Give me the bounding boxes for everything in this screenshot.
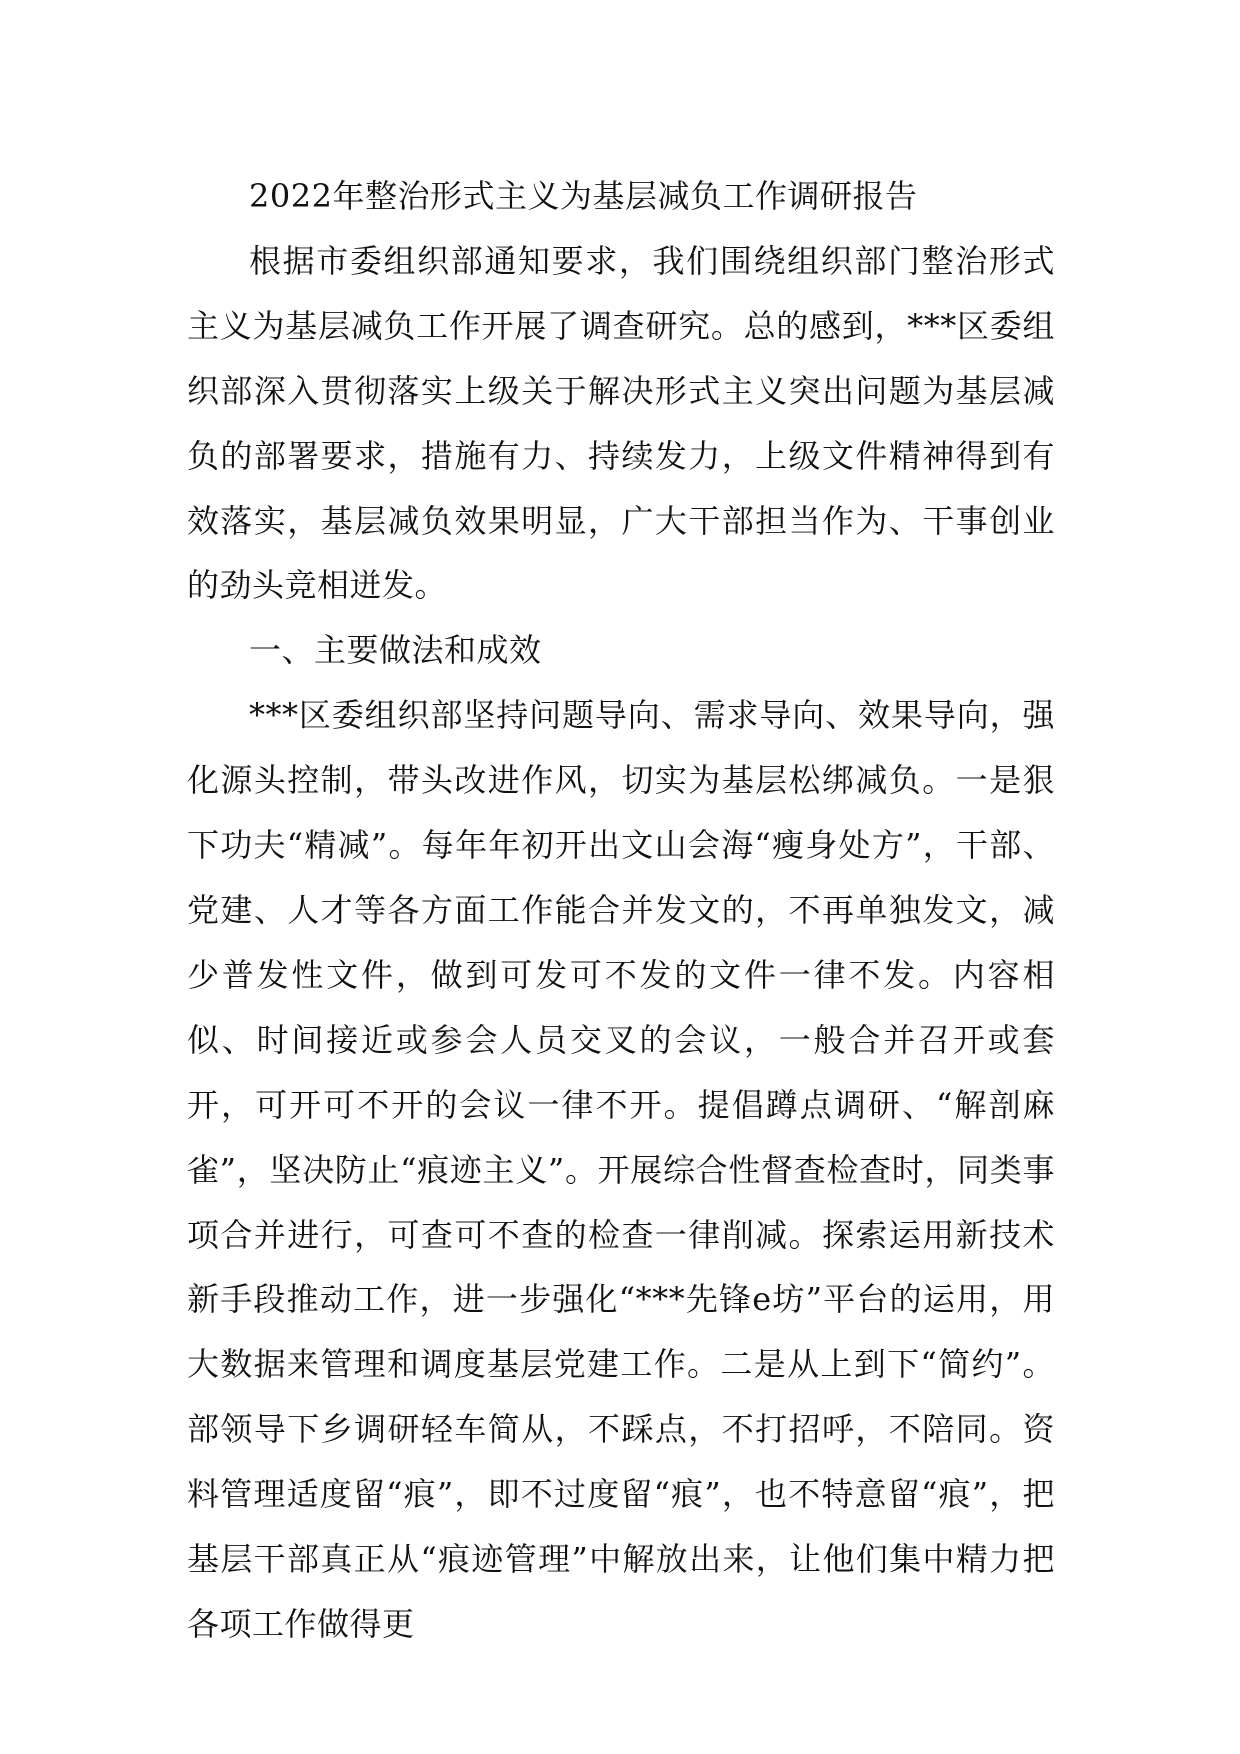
document-title: 2022年整治形式主义为基层减负工作调研报告	[249, 177, 918, 215]
section-heading: 一、主要做法和成效	[249, 631, 542, 670]
paragraph-measures: ***区委组织部坚持问题导向、需求导向、效果导向，强化源头控制，带头改进作风，切实为基层松绑减负。一是狠下功夫“精减”。每年年初开出文山会海“瘦身处方”，干部、党建、人才等各方面工作能合并发文的，不再单独发文，减少普发性文件，做到可发可不发的文件一律不发。内容相似、时间接近或参会人员交叉的会议，一般合并召开或套开，可开可不开的会议一律不开。提倡蹲点调研、“解剖麻雀”，坚决防止“痕迹主义”。开展综合性督查检查时，同类事项合并进行，可查可不查的检查一律削减。探索运用新技术新手段推动工作，进一步强化“***先锋e坊”平台的运用，用大数据来管理和调度基层党建工作。二是从上到下“简约”。部领导下乡调研轻车简从，不踩点，不打招呼，不陪同。资料管理适度留“痕”，即不过度留“痕”，也不特意留“痕”，把基层干部真正从“痕迹管理”中解放出来，让他们集中精力把各项工作做得更	[187, 696, 1055, 1643]
paragraph-intro: 根据市委组织部通知要求，我们围绕组织部门整治形式主义为基层减负工作开展了调查研究。总的感到，***区委组织部深入贯彻落实上级关于解决形式主义突出问题为基层减负的部署要求，措施有力、持续发力，上级文件精神得到有效落实，基层减负效果明显，广大干部担当作为、干事创业的劲头竞相迸发。	[187, 241, 1055, 605]
document-body	[187, 164, 1055, 1657]
